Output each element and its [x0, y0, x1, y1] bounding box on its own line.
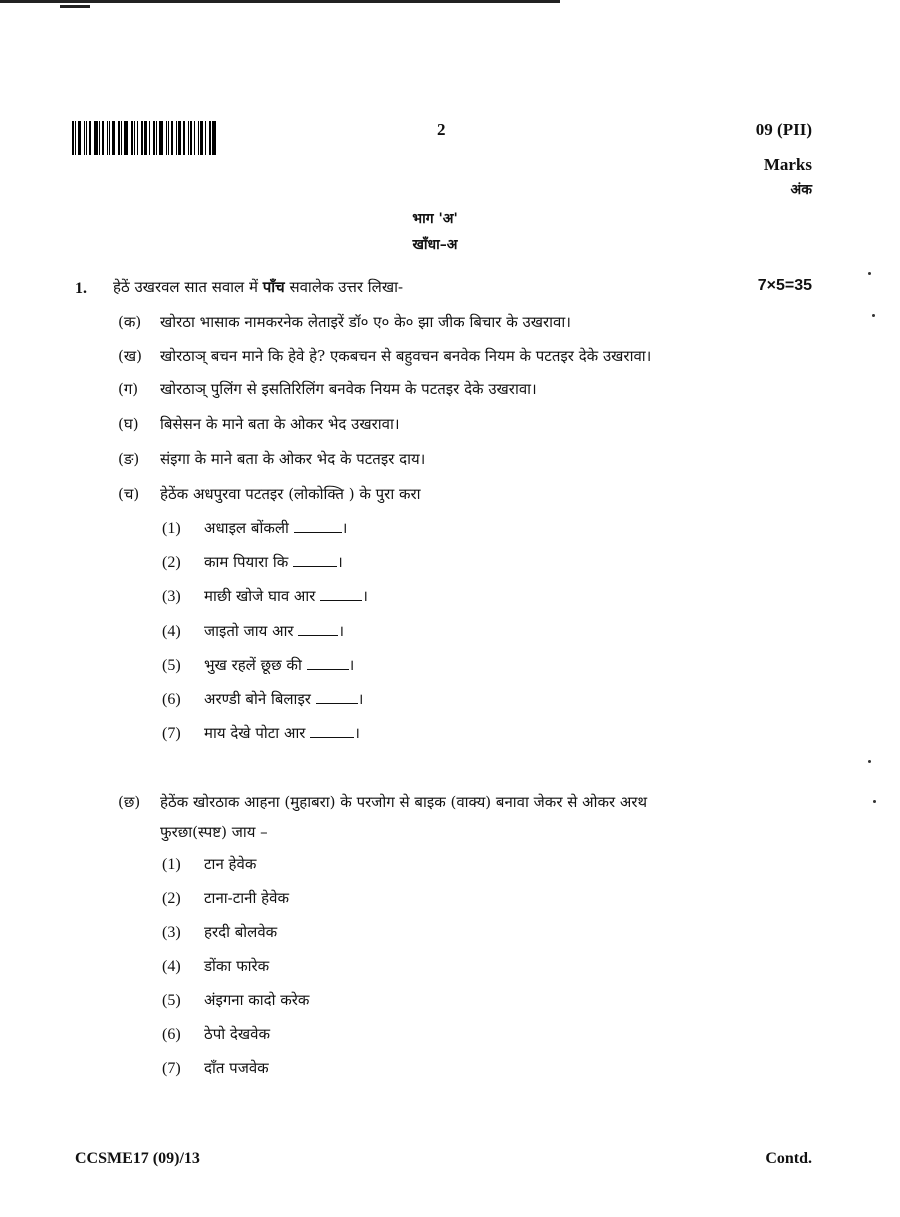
barcode-stripe	[212, 121, 216, 155]
idiom-item-label: (5)	[162, 992, 181, 1009]
proverb-item-text: भुख रहलें छूछ की	[204, 656, 302, 674]
marks-label-hindi: अंक	[790, 182, 812, 198]
subquestion	[118, 414, 400, 434]
footer-contd: Contd.	[765, 1150, 812, 1167]
scan-speck	[872, 314, 875, 317]
idiom-item-label: (2)	[162, 890, 181, 907]
subquestion	[118, 346, 651, 366]
idiom-item-label: (3)	[162, 924, 181, 941]
subquestion-label: (ङ)	[118, 450, 140, 468]
proverb-item	[162, 655, 354, 675]
subquestion-label: (घ)	[118, 415, 139, 433]
idiom-item-label: (4)	[162, 958, 181, 975]
idiom-item	[162, 956, 269, 976]
idiom-item-label: (6)	[162, 1026, 181, 1043]
proverb-item-text: काम पियारा कि	[204, 553, 289, 571]
proverb-end-mark: ।	[341, 519, 348, 537]
idiom-intro	[118, 792, 647, 812]
proverb-item-label: (1)	[162, 520, 181, 537]
proverb-item-label: (3)	[162, 588, 181, 605]
proverb-end-mark: ।	[362, 587, 368, 605]
idiom-item	[162, 922, 277, 942]
scan-speck	[868, 272, 871, 275]
barcode-stripe	[99, 121, 100, 155]
proverb-item	[162, 723, 360, 743]
proverb-item	[162, 586, 368, 606]
scan-speck	[868, 760, 871, 763]
fill-in-blank	[298, 623, 338, 636]
idiom-item	[162, 1024, 270, 1044]
proverb-end-mark: ।	[337, 553, 343, 571]
barcode-stripe	[86, 121, 87, 155]
footer-code: CCSME17 (09)/13	[75, 1150, 200, 1167]
proverb-end-mark: ।	[357, 690, 364, 708]
idiom-item-text: टाना-टानी हेवेक	[204, 889, 289, 907]
barcode-stripe	[205, 121, 206, 155]
barcode-stripe	[141, 121, 143, 155]
section-part: भाग 'अ'	[412, 211, 458, 227]
fill-in-blank	[316, 691, 358, 704]
scan-edge-mark	[60, 5, 90, 8]
idiom-intro-line2: फुरछा(स्पष्ट) जाय –	[160, 823, 268, 841]
fill-in-blank	[310, 725, 354, 738]
proverb-item-text: अरण्डी बोने बिलाइर	[204, 690, 311, 708]
barcode-stripe	[131, 121, 133, 155]
proverb-item	[162, 621, 344, 641]
subquestion	[118, 379, 537, 399]
proverb-item-label: (7)	[162, 725, 181, 742]
subquestion	[118, 484, 421, 504]
fill-in-blank	[307, 657, 349, 670]
subquestion-text: हेठेंक अधपुरवा पटतइर (लोकोक्ति ) के पुरा करा	[160, 485, 421, 503]
barcode-stripe	[159, 121, 163, 155]
subquestion-text: खोरठा भासाक नामकरनेक लेताइरें डॉ० ए० के० झा जीक बिचार के उखरावा।	[160, 313, 571, 331]
barcode-stripe	[102, 121, 104, 155]
barcode-stripe	[121, 121, 122, 155]
barcode-stripe	[171, 121, 173, 155]
proverb-item-label: (4)	[162, 623, 181, 640]
idiom-item-label: (1)	[162, 856, 181, 873]
barcode-stripe	[183, 121, 185, 155]
fill-in-blank	[320, 588, 362, 601]
barcode-stripe	[109, 121, 110, 155]
barcode-stripe	[75, 121, 76, 155]
subquestion-text: खोरठाञ् पुलिंग से इसतिरिलिंग बनवेक नियम के पटतइर देके उखरावा।	[160, 380, 537, 398]
barcode-stripe	[209, 121, 211, 155]
subquestion	[118, 449, 425, 469]
barcode-stripe	[89, 121, 91, 155]
idiom-intro-line1: हेठेंक खोरठाक आहना (मुहाबरा) के परजोग से बाइक (वाक्य) बनावा जेकर से ओकर अरथ	[160, 793, 648, 811]
fill-in-blank	[293, 554, 337, 567]
idiom-item-label: (7)	[162, 1060, 181, 1077]
proverb-item	[162, 552, 343, 572]
proverb-item-label: (5)	[162, 657, 181, 674]
barcode	[72, 121, 248, 155]
idiom-item-text: टान हेवेक	[204, 855, 257, 873]
proverb-item-label: (2)	[162, 554, 181, 571]
barcode-stripe	[144, 121, 147, 155]
idiom-item-text: दाँत पजवेक	[204, 1059, 269, 1077]
barcode-stripe	[166, 121, 167, 155]
paper-code: 09 (PII)	[755, 120, 812, 139]
idiom-item-text: हरदी बोलवेक	[204, 923, 278, 941]
barcode-stripe	[78, 121, 81, 155]
barcode-stripe	[156, 121, 157, 155]
proverb-item-text: जाइतो जाय आर	[204, 622, 294, 640]
barcode-stripe	[118, 121, 120, 155]
barcode-stripe	[124, 121, 128, 155]
barcode-stripe	[198, 121, 199, 155]
idiom-item-text: ठेपो देखवेक	[204, 1025, 270, 1043]
marks-label: Marks	[763, 155, 812, 174]
barcode-stripe	[188, 121, 189, 155]
question-number: 1.	[75, 280, 87, 297]
proverb-item	[162, 518, 347, 538]
barcode-stripe	[153, 121, 155, 155]
idiom-item	[162, 854, 256, 874]
barcode-stripe	[194, 121, 195, 155]
subquestion-label: (क)	[118, 313, 142, 331]
fill-in-blank	[294, 520, 342, 533]
barcode-stripe	[107, 121, 108, 155]
barcode-stripe	[94, 121, 98, 155]
page-number: 2	[437, 120, 446, 139]
barcode-stripe	[112, 121, 115, 155]
subquestion-label: (ख)	[118, 347, 142, 365]
subquestion	[118, 312, 571, 332]
proverb-end-mark: ।	[348, 656, 355, 674]
subpart-label: (छ)	[118, 793, 141, 811]
proverb-item-label: (6)	[162, 691, 181, 708]
idiom-item-text: अंइगना कादो करेक	[204, 991, 310, 1009]
proverb-end-mark: ।	[338, 622, 345, 640]
idiom-item	[162, 888, 289, 908]
barcode-stripe	[190, 121, 192, 155]
subquestion-text: बिसेसन के माने बता के ओकर भेद उखरावा।	[160, 415, 400, 433]
barcode-stripe	[134, 121, 135, 155]
subquestion-text: संइगा के माने बता के ओकर भेद के पटतइर दाय।	[160, 450, 426, 468]
subquestion-text: खोरठाञ् बचन माने कि हेवे हे? एकबचन से बहुवचन बनवेक नियम के पटतइर देके उखरावा।	[160, 347, 652, 365]
idiom-item	[162, 990, 309, 1010]
proverb-item-text: अधाइल बोंकली	[204, 519, 289, 537]
scan-speck	[873, 800, 876, 803]
question-marks: 7×5=35	[757, 277, 812, 294]
barcode-stripe	[137, 121, 138, 155]
proverb-item-text: माछी खोजे घाव आर	[204, 587, 316, 605]
scan-edge-line	[0, 0, 560, 3]
barcode-stripe	[176, 121, 177, 155]
proverb-end-mark: ।	[354, 724, 360, 742]
barcode-stripe	[149, 121, 150, 155]
barcode-stripe	[178, 121, 181, 155]
barcode-stripe	[72, 121, 74, 155]
idiom-item-text: डोंका फारेक	[204, 957, 270, 975]
proverb-item-text: माय देखे पोटा आर	[204, 724, 306, 742]
barcode-stripe	[168, 121, 169, 155]
idiom-item	[162, 1058, 269, 1078]
subquestion-label: (च)	[118, 485, 140, 503]
subquestion-label: (ग)	[118, 380, 139, 398]
section-subpart: खाँधा–अ	[412, 237, 458, 253]
proverb-item	[162, 689, 363, 709]
barcode-stripe	[84, 121, 85, 155]
barcode-stripe	[200, 121, 203, 155]
question-text: हेठें उखरवल सात सवाल में पाँच सवालेक उत्तर लिखा-	[113, 278, 404, 296]
